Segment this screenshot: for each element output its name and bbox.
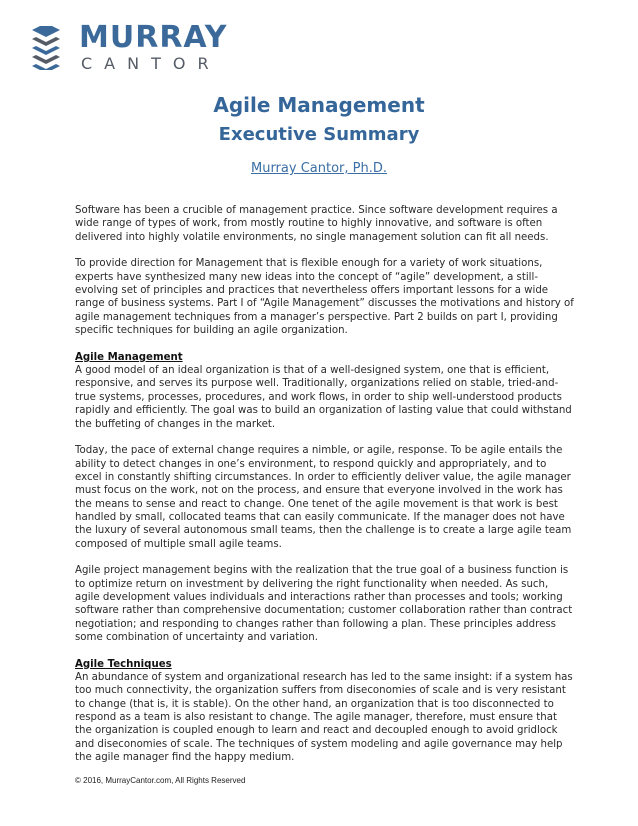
stacked-layers-logo-icon	[30, 26, 70, 70]
section-heading-agile-management: Agile Management	[75, 351, 183, 363]
section-heading-agile-techniques: Agile Techniques	[75, 658, 172, 670]
body-paragraph: Agile project management begins with the realization that the true goal of a business function is to optimize return on investment by delivering the right functionality when needed. As such, agile development values individuals and interactions rather than processes and tools; working software rather than comprehensive documentation; customer collaboration rather than contract negotiation; and responding to changes rather than following a plan. These principles address some combination of uncertainty and variation.	[75, 565, 573, 643]
author-link[interactable]: Murray Cantor, Ph.D.	[250, 161, 387, 176]
body-paragraph: A good model of an ideal organization is that of a well-designed system, one that is efficient, responsive, and serves its purpose well. Traditionally, organizations relied on stable, tried-and-true systems, processes, procedures, and work flows, in order to ship well-understood products rapidly and efficiently. The goal was to build an organization of lasting value that could withstand the buffeting of changes in the market.	[75, 365, 572, 430]
body-paragraph: An abundance of system and organizational research has led to the same insight: if a system has too much connectivity, the organization suffers from diseconomies of scale and is very resistant to change (that is, it is stable). On the other hand, an organization that is too disconnected to respond as a team is also resistant to change. The agile manager, therefore, must ensure that the organization is coupled enough to learn and react and decoupled enough to avoid gridlock and diseconomies of scale. The techniques of system modeling and agile governance may help the agile manager find the happy medium.	[75, 672, 573, 764]
logo-wordmark-cantor: CANTOR	[81, 54, 221, 73]
document-title: Agile Management	[213, 93, 425, 117]
logo-wordmark-murray: MURRAY	[79, 20, 228, 55]
document-body	[75, 204, 575, 778]
intro-paragraph: To provide direction for Management that is flexible enough for a variety of work situations, experts have synthesized many new ideas into the concept of “agile” development, a still-evolving set of principles and practices that nevertheless offers important lessons for a wide range of business systems. Part I of “Agile Management” discusses the motivations and history of agile management techniques from a manager’s perspective. Part 2 builds on part I, providing specific techniques for building an agile organization.	[75, 258, 574, 337]
murray-cantor-logo	[30, 20, 228, 73]
intro-paragraph: Software has been a crucible of management practice. Since software development requires a wide range of types of work, from mostly routine to highly innovative, and software is often delivered into highly volatile environments, no single management solution can fit all needs.	[75, 205, 558, 243]
document-subtitle: Executive Summary	[218, 124, 420, 145]
copyright-footer: © 2016, MurrayCantor.com, All Rights Reserved	[75, 776, 246, 785]
body-paragraph: Today, the pace of external change requires a nimble, or agile, response. To be agile entails the ability to detect changes in one’s environment, to respond quickly and appropriately, and to excel in constantly shifting circumstances. In order to efficiently deliver value, the agile manager must focus on the work, not on the process, and ensure that everyone involved in the work has the means to sense and react to change. One tenet of the agile movement is that work is best handled by small, collocated teams that can easily communicate. If the manager does not have the luxury of several autonomous small teams, then the challenge is to create a large agile team composed of multiple small agile teams.	[75, 445, 572, 550]
